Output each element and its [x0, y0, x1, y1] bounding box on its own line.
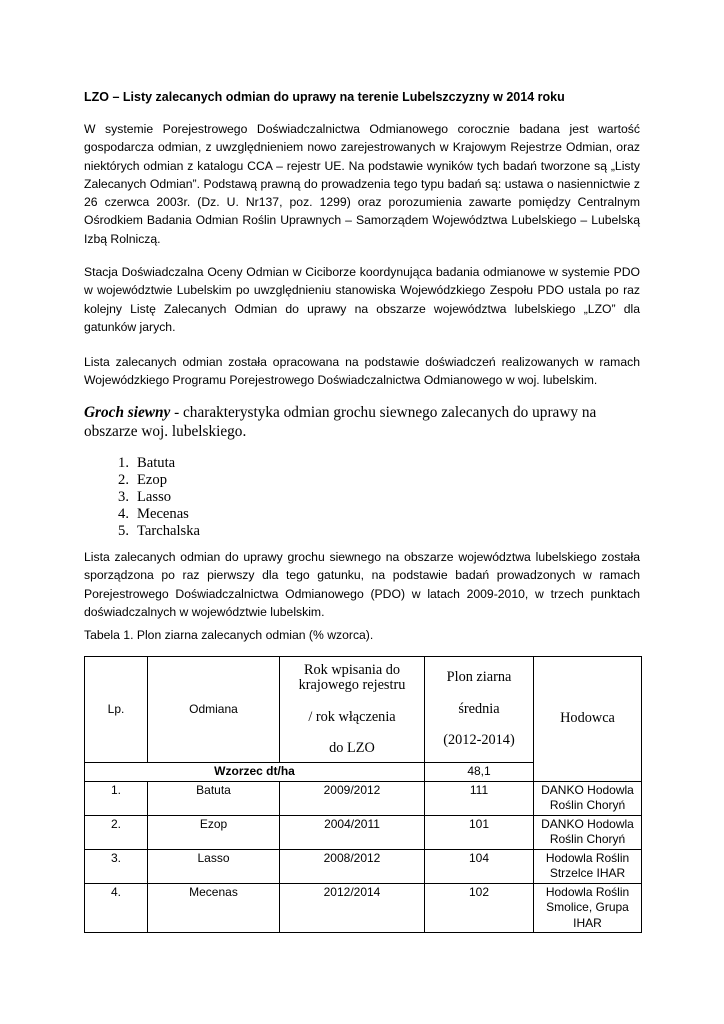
header-year — [280, 657, 425, 763]
table-row — [85, 781, 642, 815]
cell-plon: 102 — [425, 883, 534, 933]
list-item-number: 5. — [118, 523, 129, 539]
header-year-line: / rok włączenia — [308, 708, 396, 725]
header-hodowca: Hodowca — [534, 657, 642, 782]
cell-odmiana: Mecenas — [148, 883, 280, 933]
cell-hodowca: DANKO Hodowla Roślin Choryń — [534, 815, 642, 849]
station-paragraph: Stacja Doświadczalna Oceny Odmian w Ciciborze koordynująca badania odmianowe w systemie PDO w województwie Lubelskim po uwzględnieniu stanowiska Wojewódzkiego Zespołu PDO ustala po raz kolejny Listę Zalecanych Odmian do uprawy na obszarze województwa lubelskiego „LZO” dla gatunków jarych. — [84, 265, 640, 334]
cell-odmiana: Ezop — [148, 815, 280, 849]
cell-hodowca: Hodowla Roślin Smolice, Grupa IHAR — [534, 883, 642, 933]
intro-paragraph: W systemie Porejestrowego Doświadczalnictwa Odmianowego corocznie badana jest wartość gospodarcza odmian, z uwzględnieniem nowo zarejestrowanych w Krajowym Rejestrze Odmian, oraz niektórych odmian z katalogu CCA – rejestr UE. Na podstawie wyników tych badań tworzone są „Listy Zalecanych Odmian”. Podstawą prawną do prowadzenia tego typu badań są: ustawa o nasiennictwie z 26 czerwca 2003r. (Dz. U. Nr137, poz. 1299) oraz porozumienia zawarte pomiędzy Centralnym Ośrodkiem Badania Odmian Roślin Uprawnych – Samorządem Województwa Lubelskiego – Lubelską Izbą Rolniczą. — [84, 122, 640, 246]
cell-plon: 111 — [425, 781, 534, 815]
header-year-line: krajowego rejestru — [298, 677, 406, 693]
table-row — [85, 849, 642, 883]
list-item-name: Ezop — [137, 472, 167, 488]
list-item-name: Lasso — [137, 489, 172, 505]
cell-rok: 2009/2012 — [280, 781, 425, 815]
cell-odmiana: Batuta — [148, 781, 280, 815]
list-item-number: 1. — [118, 455, 129, 471]
header-plon — [425, 657, 534, 763]
cell-lp: 2. — [85, 815, 148, 849]
groch-heading-rest: - charakterystyka odmian grochu siewnego zalecanych do uprawy na obszarze woj. lubelskiego. — [84, 404, 597, 440]
table-row — [85, 815, 642, 849]
wzorzec-label: Wzorzec dt/ha — [85, 763, 425, 782]
cell-plon: 104 — [425, 849, 534, 883]
cell-rok: 2004/2011 — [280, 815, 425, 849]
cell-rok: 2012/2014 — [280, 883, 425, 933]
header-plon-line: (2012-2014) — [443, 732, 515, 749]
list-item-name: Mecenas — [137, 506, 189, 522]
list-item-number: 4. — [118, 506, 129, 522]
header-odmiana: Odmiana — [148, 657, 280, 763]
table-header-row — [85, 657, 642, 763]
list-item — [84, 455, 200, 472]
wzorzec-value: 48,1 — [425, 763, 534, 782]
header-plon-line: Plon ziarna — [446, 669, 512, 686]
header-year-line: Rok wpisania do — [303, 661, 401, 678]
cell-hodowca: Hodowla Roślin Strzelce IHAR — [534, 849, 642, 883]
header-year-line: do LZO — [329, 740, 375, 756]
cell-hodowca: DANKO Hodowla Roślin Choryń — [534, 781, 642, 815]
groch-heading-bold: Groch siewny — [84, 404, 171, 421]
cell-odmiana: Lasso — [148, 849, 280, 883]
list-item-name: Tarchalska — [137, 523, 200, 539]
document-title: LZO – Listy zalecanych odmian do uprawy na terenie Lubelszczyzny w 2014 roku — [84, 90, 565, 104]
header-lp: Lp. — [85, 657, 148, 763]
list-item — [84, 506, 200, 523]
list-item-number: 3. — [118, 489, 129, 505]
list-item — [84, 472, 200, 489]
cell-lp: 4. — [85, 883, 148, 933]
list-item-name: Batuta — [137, 455, 176, 471]
table-caption: Tabela 1. Plon ziarna zalecanych odmian (% wzorca). — [84, 628, 374, 642]
cell-plon: 101 — [425, 815, 534, 849]
yield-table — [84, 656, 642, 933]
cell-rok: 2008/2012 — [280, 849, 425, 883]
variety-list — [84, 455, 200, 540]
table-row — [85, 883, 642, 933]
cell-lp: 3. — [85, 849, 148, 883]
cell-lp: 1. — [85, 781, 148, 815]
pea-list-paragraph: Lista zalecanych odmian do uprawy grochu siewnego na obszarze województwa lubelskiego została sporządzona po raz pierwszy dla tego gatunku, na podstawie badań prowadzonych w ramach Porejestrowego Doświadczalnictwa Odmianowego (PDO) w latach 2009-2010, w trzech punktach doświadczalnych w województwie lubelskim. — [84, 550, 640, 619]
list-item — [84, 523, 200, 540]
list-item-number: 2. — [118, 472, 129, 488]
list-item — [84, 489, 200, 506]
header-plon-line: średnia — [458, 700, 500, 717]
groch-heading — [84, 403, 640, 441]
list-basis-paragraph: Lista zalecanych odmian została opracowana na podstawie doświadczeń realizowanych w ramach Wojewódzkiego Programu Porejestrowego Doświadczalnictwa Odmianowego w woj. lubelskim. — [84, 355, 640, 388]
